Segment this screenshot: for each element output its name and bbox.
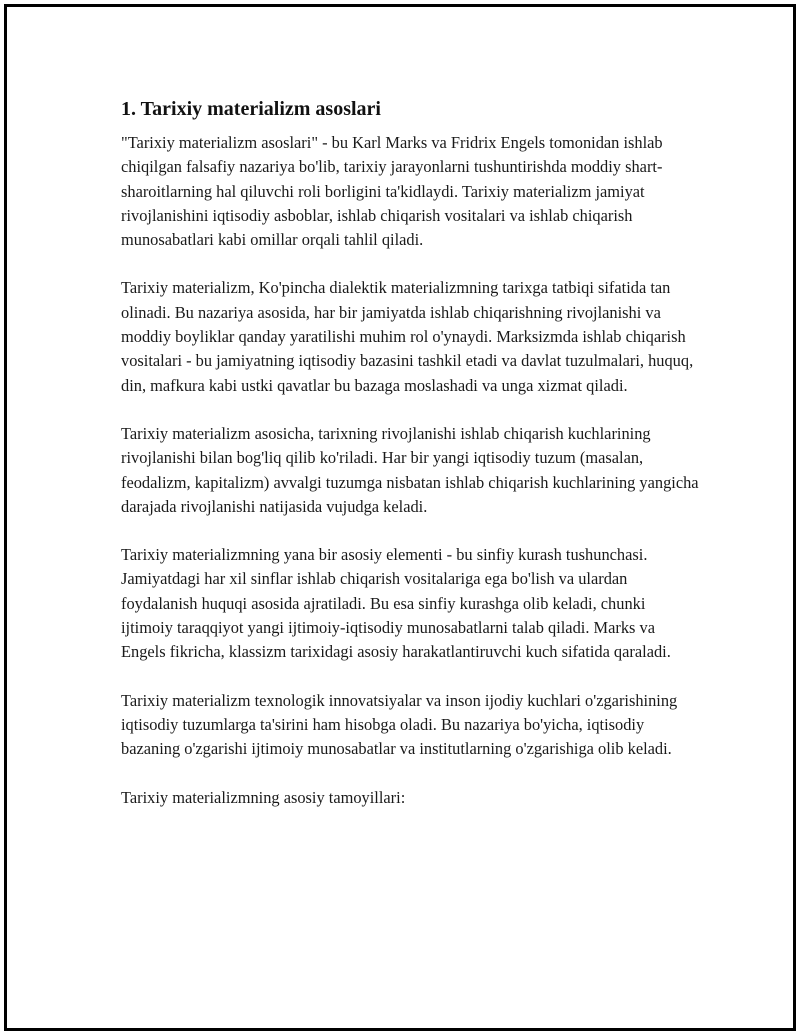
paragraph-1: "Tarixiy materializm asoslari" - bu Karl Marks va Fridrix Engels tomonidan ishlab chiqilgan falsafiy nazariya bo'lib, tarixiy jarayonlarni tushuntirishda moddiy shart-sharoitlarning hal qiluvchi roli borligini ta'kidlaydi. Tarixiy materializm jamiyat rivojlanishini iqtisodiy asboblar, ishlab chiqarish vositalari va ishlab chiqarish munosabatlari kabi omillar orqali tahlil qiladi. xyxy=(121,133,663,250)
paragraph-2: Tarixiy materializm, Ko'pincha dialektik materializmning tarixga tatbiqi sifatida tan olinadi. Bu nazariya asosida, har bir jamiyatda ishlab chiqarishning rivojlanishi va moddiy boyliklar qanday yaratilishi muhim rol o'ynaydi. Marksizmda ishlab chiqarish vositalari - bu jamiyatning iqtisodiy bazasini tashkil etadi va davlat tuzulmalari, huquq, din, mafkura kabi ustki qavatlar bu bazaga moslashadi va unga xizmat qiladi. xyxy=(121,278,694,395)
paragraph-3: Tarixiy materializm asosicha, tarixning rivojlanishi ishlab chiqarish kuchlarining rivojlanishi bilan bog'liq qilib ko'riladi. Har bir yangi iqtisodiy tuzum (masalan, feodalizm, kapitalizm) avvalgi tuzumga nisbatan ishlab chiqarish kuchlarining yangicha darajada rivojlanishi natijasida vujudga keladi. xyxy=(121,423,699,516)
paragraph-5: Tarixiy materializm texnologik innovatsiyalar va inson ijodiy kuchlari o'zgarishining iqtisodiy tuzumlarga ta'sirini ham hisobga oladi. Bu nazariya bo'yicha, iqtisodiy bazaning o'zgarishi ijtimoiy munosabatlar va institutlarning o'zgarishiga olib keladi. xyxy=(121,690,678,759)
document-page xyxy=(4,4,796,1031)
document-content xyxy=(121,95,701,810)
section-heading: 1. Tarixiy materializm asoslari xyxy=(121,98,381,120)
paragraph-4: Tarixiy materializmning yana bir asosiy elementi - bu sinfiy kurash tushunchasi. Jamiyatdagi har xil sinflar ishlab chiqarish vositalariga ega bo'lish va ulardan foydalanish huquqi asosida ajratiladi. Bu esa sinfiy kurashga olib keladi, chunki ijtimoiy taraqqiyot yangi ijtimoiy-iqtisodiy munosabatlarni talab qiladi. Marks va Engels fikricha, klassizm tarixidagi asosiy harakatlantiruvchi kuch sifatida qaraladi. xyxy=(121,545,671,662)
paragraph-6: Tarixiy materializmning asosiy tamoyillari: xyxy=(121,787,406,807)
